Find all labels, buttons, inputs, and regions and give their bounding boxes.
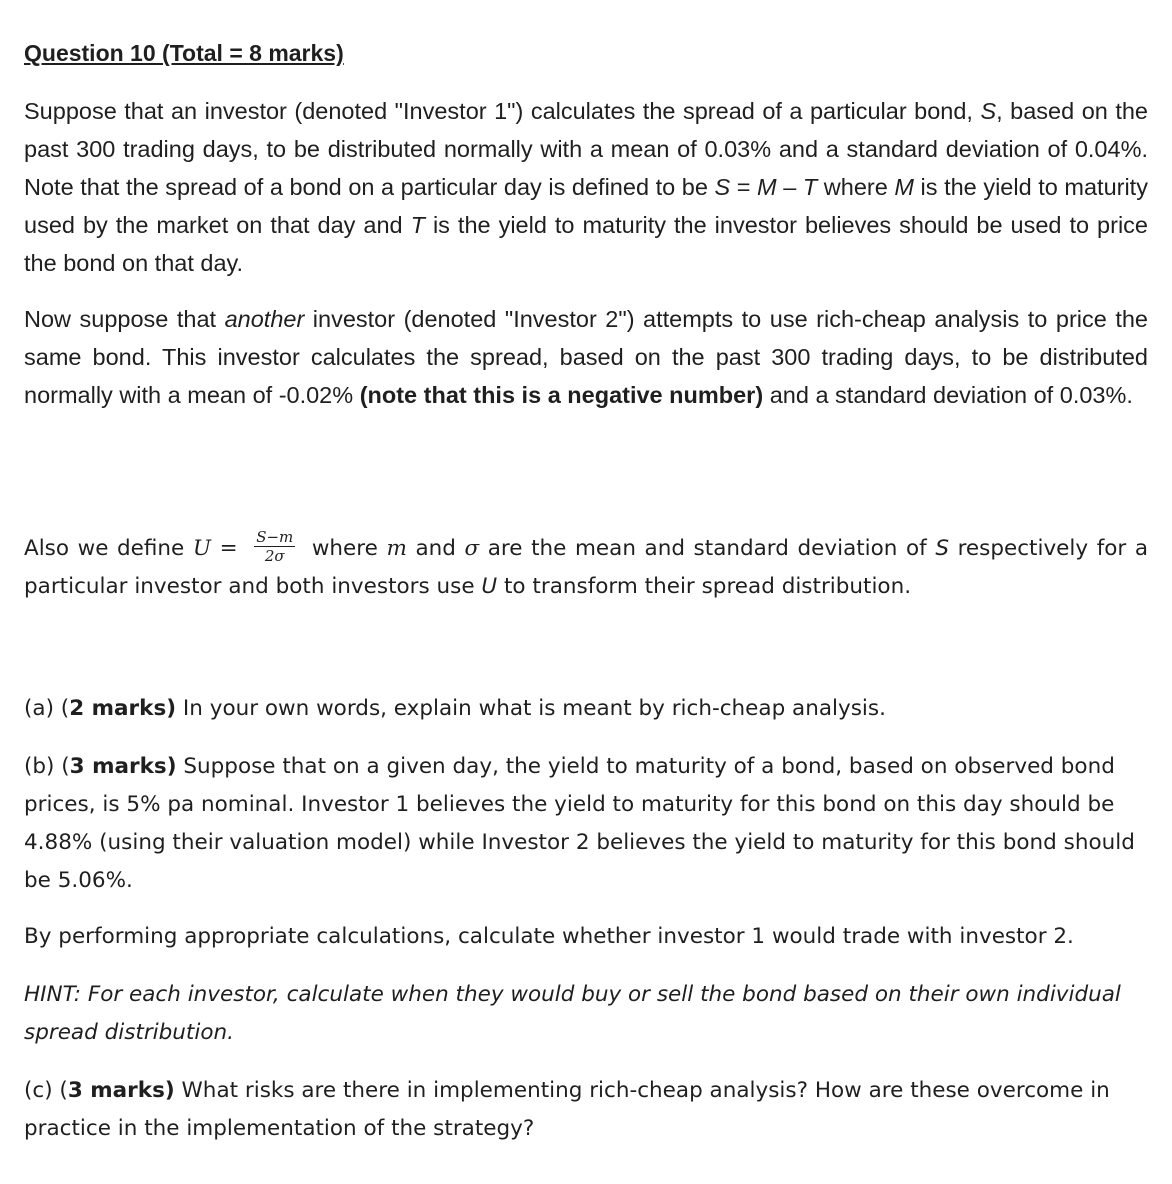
var-m: M [894, 174, 914, 200]
var-s: S [714, 174, 731, 200]
question-b [24, 748, 1148, 900]
p1-text-g: is the yield to maturity the investor believes should be used to price the bond on that day. [24, 212, 1148, 276]
p2-text-c: and a standard deviation of 0.03%. [763, 382, 1133, 408]
fraction-numerator: S−m [256, 527, 294, 546]
var-t: T [802, 174, 818, 200]
p3-text-a: Also we define [24, 536, 193, 561]
var-sigma: σ [464, 536, 480, 561]
p1-text-a: Suppose that an investor (denoted "Investor 1") calculates the spread of a particular bond, [24, 98, 981, 124]
p2-emphasis: another [224, 306, 305, 332]
qc-label: (c) ( [24, 1078, 68, 1103]
paragraph-investor-2 [24, 300, 1148, 414]
p2-text-a: Now suppose that [24, 306, 225, 332]
p1-text-f: is the yield to maturity used by the market on that day and [24, 174, 1148, 238]
p3-text-f: to transform their spread distribution. [497, 574, 912, 599]
question-title: Question 10 (Total = 8 marks) [24, 40, 344, 66]
p1-text-d: – [776, 174, 803, 200]
var-u: U [481, 574, 498, 599]
p3-text-b: where [303, 536, 387, 561]
qb-text: Suppose that on a given day, the yield to maturity of a bond, based on observed bond prices, is 5% pa nominal. Investor 1 believes the yield to maturity for this bond on this day should be 4.88% (using their valuation model) while Investor 2 believes the yield to maturity for this bond should be 5.06%. [24, 754, 1135, 893]
fraction [254, 528, 295, 565]
p1-text-b: , based on the past 300 trading days, to be distributed normally with a mean of 0.03% and a standard deviation of 0.04%. Note that the spread of a bond on a particular day is defined to be [24, 98, 1148, 200]
hint-text: HINT: For each investor, calculate when they would buy or sell the bond based on their own individual spread distribution. [24, 982, 1121, 1045]
qc-text: What risks are there in implementing rich-cheap analysis? How are these overcome in practice in the implementation of the strategy? [24, 1078, 1110, 1141]
paragraph-investor-1 [24, 92, 1148, 282]
p3-text-d: are the mean and standard deviation of [479, 536, 936, 561]
var-t: T [410, 212, 425, 238]
p1-text-e: where [817, 174, 895, 200]
question-a [24, 690, 1148, 728]
var-s: S [935, 536, 949, 561]
question-b-instruction: By performing appropriate calculations, calculate whether investor 1 would trade with investor 2. [24, 924, 1074, 949]
equals-sign: = [211, 536, 247, 561]
question-c [24, 1072, 1148, 1148]
var-u: U [192, 536, 211, 561]
var-m: M [757, 174, 777, 200]
p2-strong-note: (note that this is a negative number) [359, 382, 764, 408]
qb-marks: 3 marks) [69, 754, 177, 779]
paragraph-definition [24, 527, 1149, 606]
qc-marks: 3 marks) [67, 1078, 175, 1103]
fraction-denominator: 2σ [264, 546, 285, 565]
var-m-mean: m [386, 536, 407, 561]
p2-text-b: investor (denoted "Investor 2") attempts to use rich-cheap analysis to price the same bond. This investor calculates the spread, based on the past 300 trading days, to be distributed normally with a mean of -0.02% [24, 306, 1148, 408]
p3-text-c: and [406, 536, 465, 561]
qa-marks: 2 marks) [69, 696, 177, 721]
var-s: S [980, 98, 997, 124]
p1-text-c: = [730, 174, 758, 200]
qb-label: (b) ( [24, 754, 70, 779]
p3-text-e: respectively for a particular investor and both investors use [24, 536, 1149, 599]
qa-text: In your own words, explain what is meant by rich-cheap analysis. [176, 696, 886, 721]
qa-label: (a) ( [24, 696, 70, 721]
